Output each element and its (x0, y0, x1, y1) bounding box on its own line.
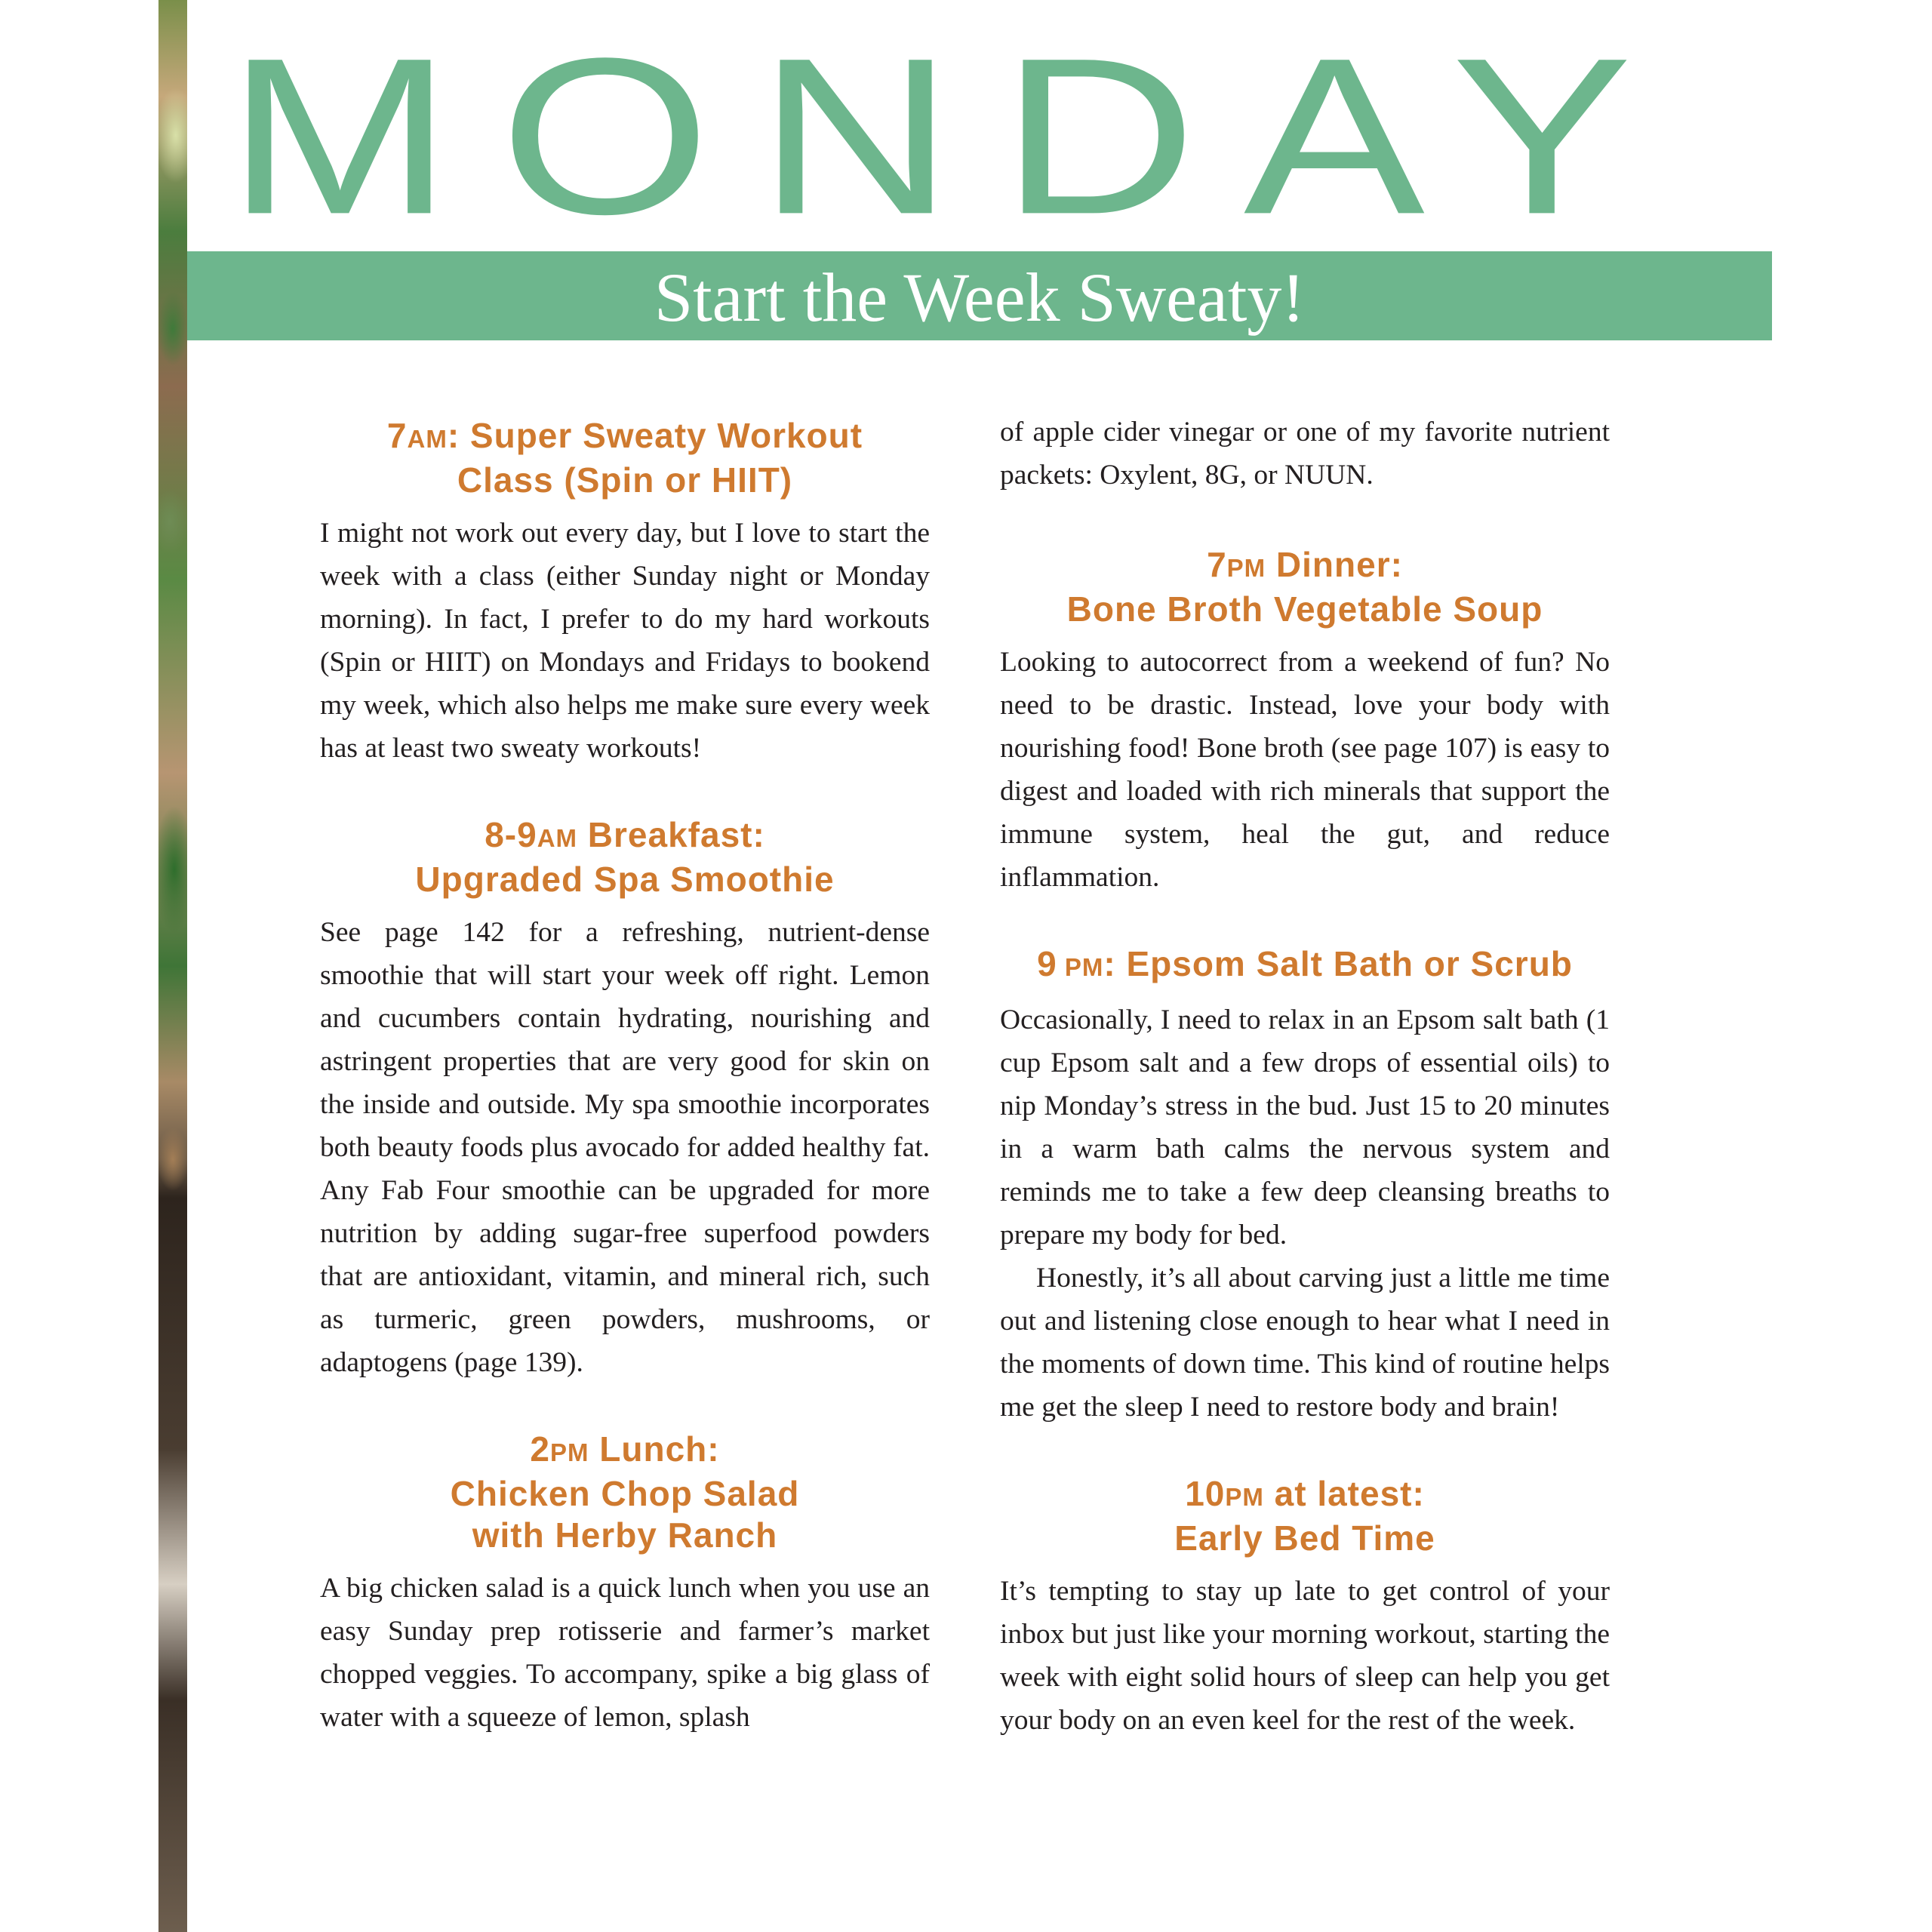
heading-line2: Upgraded Spa Smoothie (415, 860, 835, 899)
heading-time-unit: AM (537, 824, 578, 852)
section-bath (1000, 943, 1610, 1429)
heading-line2: Early Bed Time (1174, 1518, 1435, 1558)
page-subtitle: Start the Week Sweaty! (654, 259, 1306, 336)
section-body-2: Honestly, it’s all about carving just a little me time out and listening close enough to hear what I need in the moments of down time. This kind of routine helps me get the sleep I need to restore body and brain! (1000, 1263, 1610, 1423)
heading-text: at latest: (1263, 1474, 1425, 1513)
left-column (320, 415, 930, 1739)
heading-text: Lunch: (589, 1429, 720, 1469)
heading-text: Dinner: (1266, 545, 1403, 584)
side-photo-strip (158, 0, 187, 1932)
section-heading (1000, 1473, 1610, 1559)
heading-time: 10 (1185, 1474, 1226, 1513)
heading-text: Breakfast: (577, 815, 765, 854)
section-body: See page 142 for a refreshing, nutrient-dense smoothie that will start your week off right. Lemon and cucumbers contain hydrating, nourishing and astringent properties that are very good for skin on the inside and outside. My spa smoothie incorporates both beauty foods plus avocado for added healthy fat. Any Fab Four smoothie can be upgraded for more nutrition by adding sugar-free superfood powders that are antioxidant, vitamin, and mineral rich, such as turmeric, green powders, mushrooms, or adaptogens (page 139). (320, 917, 930, 1378)
heading-time-unit: PM (1225, 1483, 1264, 1511)
heading-line2: Bone Broth Vegetable Soup (1066, 589, 1543, 629)
heading-time-unit: PM (1226, 554, 1266, 582)
section-heading (1000, 943, 1610, 988)
heading-time-unit: PM (1057, 953, 1104, 981)
page-title: MONDAY (226, 53, 1680, 220)
heading-time: 8-9 (485, 815, 537, 854)
section-body: I might not work out every day, but I love to start the week with a class (either Sunday night or Monday morning). In fact, I prefer to do my hard workouts (Spin or HIIT) on Mondays and Fridays to bookend my week, which also helps me make sure every week has at least two sweaty workouts! (320, 518, 930, 764)
heading-time: 9 (1037, 944, 1057, 983)
heading-text: : Super Sweaty Workout (447, 416, 863, 455)
heading-text: : Epsom Salt Bath or Scrub (1103, 944, 1573, 983)
section-body: Looking to autocorrect from a weekend of fun? No need to be drastic. Instead, love your body with nourishing food! Bone broth (see page 107) is easy to digest and loaded with rich minerals that support the immune system, heal the gut, and reduce inflammation. (1000, 647, 1610, 893)
heading-time: 7 (1207, 545, 1227, 584)
section-heading (320, 814, 930, 900)
right-column (1000, 415, 1610, 1742)
section-heading (320, 1429, 930, 1556)
heading-time-unit: PM (550, 1438, 589, 1466)
heading-time-unit: AM (407, 425, 448, 453)
heading-time: 7 (386, 416, 408, 455)
section-bedtime (1000, 1473, 1610, 1742)
section-workout (320, 415, 930, 770)
section-lunch (320, 1429, 930, 1739)
section-dinner (1000, 544, 1610, 899)
section-heading (320, 415, 930, 501)
lunch-body-continued: of apple cider vinegar or one of my favorite nutrient packets: Oxylent, 8G, or NUUN. (1000, 417, 1610, 491)
heading-line2: Chicken Chop Salad (450, 1474, 800, 1513)
heading-line2: Class (Spin or HIIT) (457, 460, 793, 500)
section-heading (1000, 544, 1610, 630)
section-body: A big chicken salad is a quick lunch when you use an easy Sunday prep rotisserie and farmer’s market chopped veggies. To accompany, spike a big glass of water with a squeeze of lemon, splash (320, 1573, 930, 1733)
section-body: Occasionally, I need to relax in an Epsom salt bath (1 cup Epsom salt and a few drops of essential oils) to nip Monday’s stress in the bud. Just 15 to 20 minutes in a warm bath calms the nervous system and reminds me to take a few deep cleansing breaths to prepare my body for bed. (1000, 1004, 1610, 1251)
section-breakfast (320, 814, 930, 1384)
section-body: It’s tempting to stay up late to get control of your inbox but just like your morning workout, starting the week with eight solid hours of sleep can help you get your body on an even keel for the rest of the week. (1000, 1576, 1610, 1736)
heading-time: 2 (530, 1429, 550, 1469)
heading-line3: with Herby Ranch (472, 1515, 778, 1555)
